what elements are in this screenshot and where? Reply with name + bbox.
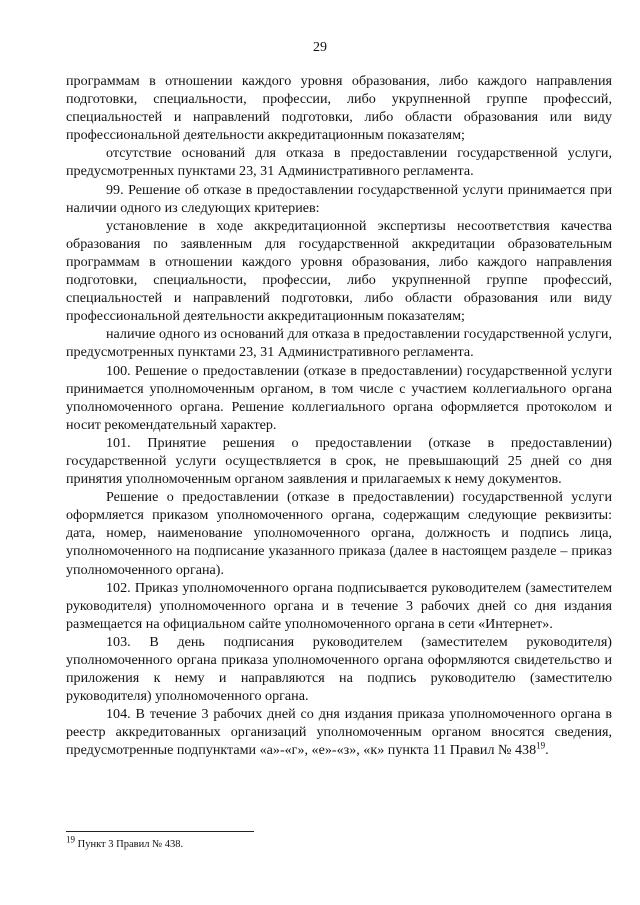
paragraph: 100. Решение о предоставлении (отказе в предоставлении) государственной услуги принимается уполномоченным органом, в том числе с участием коллегиального органа уполномоченного органа. Решение коллегиального органа оформляется протоколом и носит рекомендательный характер. <box>66 362 612 433</box>
paragraph: 99. Решение об отказе в предоставлении государственной услуги принимается при наличии одного из следующих критериев: <box>66 181 612 216</box>
paragraph: Решение о предоставлении (отказе в предоставлении) государственной услуги оформляется приказом уполномоченного органа, содержащим следующие реквизиты: дата, номер, наименование уполномоченного органа, должность и подпись лица, уполномоченного на подписание указанного приказа (далее в настоящем разделе – приказ уполномоченного органа). <box>66 489 612 578</box>
paragraph-with-footnote: 104. В течение 3 рабочих дней со дня издания приказа уполномоченного органа в реестр аккредитованных организаций уполномоченным органом вносятся сведения, предусмотренные подпунктами «а»-«г», «е»-«з», «к» пункта 11 Правил № $438^{19}$. <box>66 706 612 759</box>
footnote-divider <box>66 831 254 832</box>
paragraph: наличие одного из оснований для отказа в предоставлении государственной услуги, предусмотренных пунктами 23, 31 Административного регламента. <box>66 326 612 361</box>
footnote-marker: 19 <box>66 834 75 845</box>
paragraph: 103. В день подписания руководителем (заместителем руководителя) уполномоченного органа приказа уполномоченного органа оформляются свидетельство и приложения к нему и направляются на подпись руководителю (заместителю руководителя) уполномоченного органа. <box>66 633 612 705</box>
paragraph-text: 104. В течение 3 рабочих дней со дня издания приказа уполномоченного органа в реестр аккредитованных организаций уполномоченным органом вносятся сведения, предусмотренные подпунктами «а»-«г», «е»-«з», «к» пункта 11 Правил № 438 <box>66 706 612 759</box>
document-body <box>66 72 612 760</box>
paragraph: программам в отношении каждого уровня образования, либо каждого направления подготовки, специальности, профессии, либо укрупненной группе профессий, специальностей и направлений подготовки, либо области образования или виду профессиональной деятельности аккредитационным показателям; <box>66 73 612 144</box>
paragraph: отсутствие оснований для отказа в предоставлении государственной услуги, предусмотренных пунктами 23, 31 Административного регламента. <box>66 145 612 180</box>
footnote-text: Пункт 3 Правил № 438. <box>77 839 184 850</box>
paragraph: установление в ходе аккредитационной экспертизы несоответствия качества образования по заявленным для государственной аккредитации образовательным программам в отношении каждого уровня образования, либо каждого направления подготовки, специальности, профессии, либо укрупненной группе профессий, специальностей и направлений подготовки, либо области образования или виду профессиональной деятельности аккредитационным показателям; <box>66 217 612 325</box>
paragraph: 101. Принятие решения о предоставлении (отказе в предоставлении) государственной услуги осуществляется в срок, не превышающий 25 дней со дня принятия уполномоченным органом заявления и прилагаемых к нему документов. <box>66 434 612 488</box>
footnote-reference[interactable]: 19 <box>536 740 546 751</box>
footnote <box>66 834 184 851</box>
paragraph: 102. Приказ уполномоченного органа подписывается руководителем (заместителем руководителя) уполномоченного органа и в течение 3 рабочих дней со дня издания размещается на официальном сайте уполномоченного органа в сети «Интернет». <box>66 579 612 632</box>
page-number: 29 <box>313 40 327 55</box>
